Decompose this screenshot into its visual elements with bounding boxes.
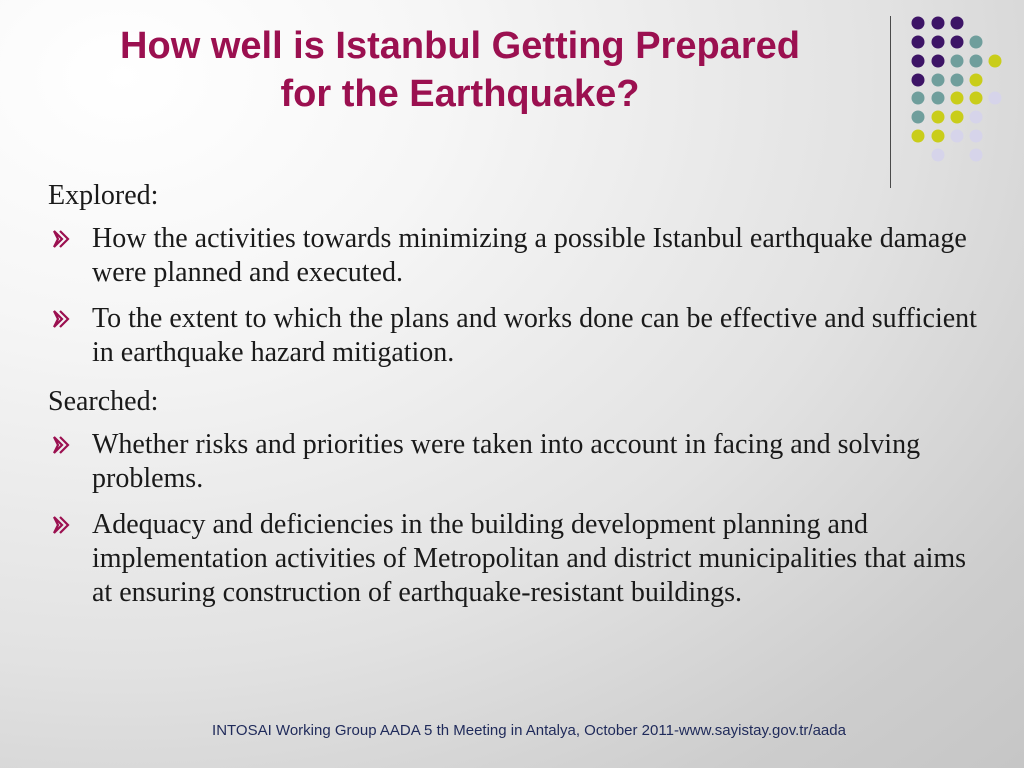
decoration-dot	[932, 92, 945, 105]
bullet-item	[48, 508, 978, 610]
bullet-item	[48, 222, 978, 290]
decoration-dot	[970, 92, 983, 105]
arrow-check-bullet-icon	[50, 302, 72, 336]
decoration-dot	[989, 92, 1002, 105]
slide-body	[48, 178, 978, 622]
decoration-dot	[912, 55, 925, 68]
bullet-text: Whether risks and priorities were taken into account in facing and solving problems.	[92, 429, 921, 494]
title-line-1: How well is Istanbul Getting Prepared	[120, 25, 800, 67]
decoration-dot	[951, 74, 964, 87]
decoration-dot	[970, 36, 983, 49]
section-heading-searched: Searched:	[48, 386, 159, 417]
bullet-item	[48, 302, 978, 370]
decoration-dot	[970, 74, 983, 87]
decoration-dot	[970, 55, 983, 68]
decoration-dot	[951, 111, 964, 124]
decoration-dot	[912, 92, 925, 105]
bullet-text: How the activities towards minimizing a possible Istanbul earthquake damage were planned and executed.	[92, 223, 967, 288]
decoration-dot	[951, 130, 964, 143]
decoration-dot	[932, 149, 945, 162]
title-line-2: for the Earthquake?	[280, 73, 640, 115]
decoration-dot	[932, 130, 945, 143]
decoration-dot	[932, 55, 945, 68]
decoration-dot	[970, 149, 983, 162]
decoration-dot	[951, 17, 964, 30]
decoration-dot	[932, 111, 945, 124]
decoration-dot	[951, 55, 964, 68]
arrow-check-bullet-icon	[50, 508, 72, 542]
bullet-item	[48, 428, 978, 496]
decoration-dot	[912, 111, 925, 124]
dot-grid-group	[912, 17, 1002, 162]
dot-grid-decoration	[0, 0, 1024, 200]
decoration-dot	[989, 55, 1002, 68]
decoration-dot	[970, 111, 983, 124]
decoration-dot	[970, 130, 983, 143]
decoration-dot	[951, 36, 964, 49]
decoration-dot	[912, 17, 925, 30]
bullet-text: To the extent to which the plans and works done can be effective and sufficient in earthquake hazard mitigation.	[92, 303, 977, 368]
arrow-check-bullet-icon	[50, 428, 72, 462]
decoration-dot	[951, 92, 964, 105]
decoration-dot	[912, 130, 925, 143]
bullet-text: Adequacy and deficiencies in the building development planning and implementation activities of Metropolitan and district municipalities that aims at ensuring construction of earthquake-resistant buildings.	[92, 509, 967, 608]
decoration-dot	[912, 74, 925, 87]
slide-footer: INTOSAI Working Group AADA 5 th Meeting in Antalya, October 2011-www.sayistay.gov.tr/aada	[212, 722, 846, 739]
decoration-dot	[932, 36, 945, 49]
section-heading-explored: Explored:	[48, 180, 159, 211]
decoration-dot	[932, 17, 945, 30]
decoration-dot	[932, 74, 945, 87]
arrow-check-bullet-icon	[50, 222, 72, 256]
decoration-dot	[912, 36, 925, 49]
